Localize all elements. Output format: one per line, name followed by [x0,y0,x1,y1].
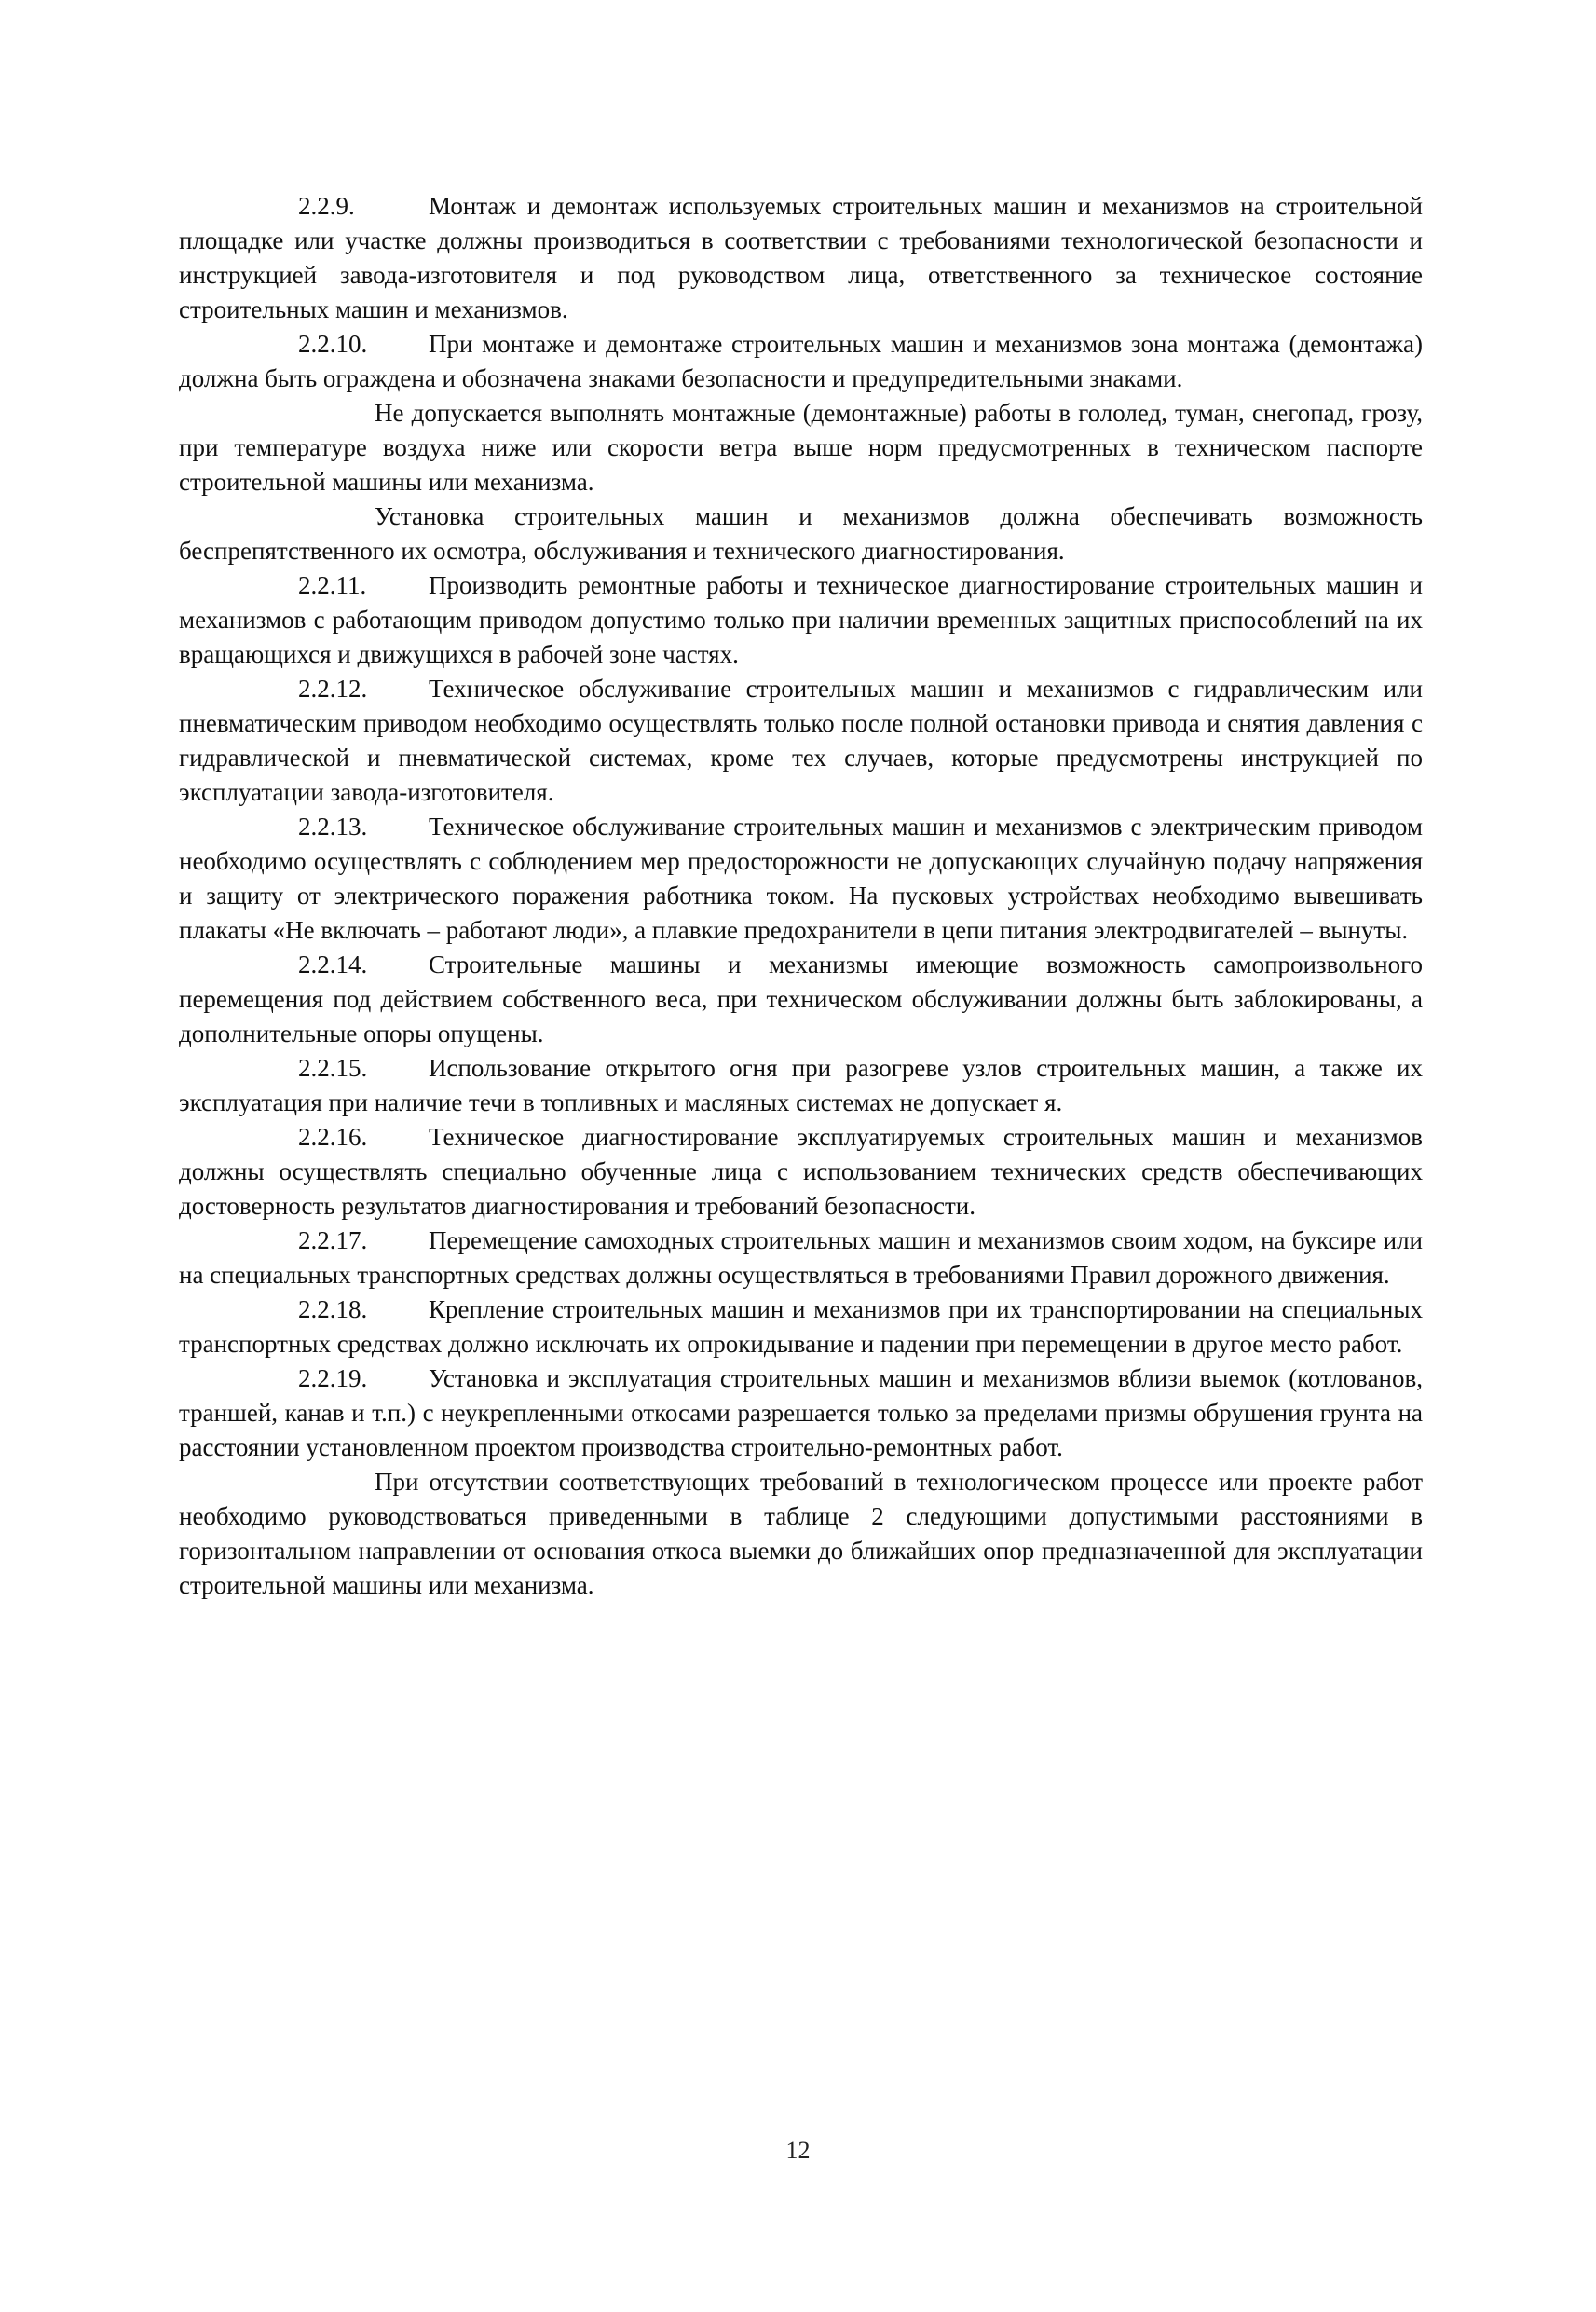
paragraph-text: Производить ремонтные работы и техническое диагностирование строительных машин и механизмов с работающим приводом допустимо только при наличии временных защитных приспособлений на их вращающихся и движущихся в рабочей зоне частях. [179,571,1423,668]
paragraph-text: Перемещение самоходных строительных машин и механизмов своим ходом, на буксире или на специальных транспортных средствах должны осуществляться в требованиями Правил дорожного движения. [179,1226,1423,1289]
paragraph-2-2-10-installation [179,499,1423,568]
paragraph-number: 2.2.13. [298,813,368,841]
paragraph-text: Не допускается выполнять монтажные (демонтажные) работы в гололед, туман, снегопад, грозу, при температуре воздуха ниже или скорости ветра выше норм предусмотренных в техническом паспорте строительной машины или механизма. [179,399,1423,496]
paragraph-text: При отсутствии соответствующих требований в технологическом процессе или проекте работ необходимо руководствоваться приведенными в таблице 2 следующими допустимыми расстояниями в горизонтальном направлении от основания откоса выемки до ближайших опор предназначенной для эксплуатации строительной машины или механизма. [179,1468,1423,1599]
paragraph-text: Техническое обслуживание строительных машин и механизмов с электрическим приводом необходимо осуществлять с соблюдением мер предосторожности не допускающих случайную подачу напряжения и защиту от электрического поражения работника током. На пусковых устройствах необходимо вывешивать плакаты «Не включать – работают люди», а плавкие предохранители в цепи питания электродвигателей – вынуты. [179,813,1423,944]
paragraph-2-2-13 [179,810,1423,948]
paragraph-number: 2.2.14. [298,951,368,978]
paragraph-text: При монтаже и демонтаже строительных машин и механизмов зона монтажа (демонтажа) должна быть ограждена и обозначена знаками безопасности и предупредительными знаками. [179,330,1423,392]
paragraph-text: Использование открытого огня при разогреве узлов строительных машин, а также их эксплуатация при наличие течи в топливных и масляных системах не допускает я. [179,1054,1423,1116]
paragraph-2-2-9 [179,189,1423,327]
paragraph-number: 2.2.11. [298,571,367,599]
paragraph-text: Крепление строительных машин и механизмов при их транспортировании на специальных транспортных средствах должно исключать их опрокидывание и падении при перемещении в другое место работ. [179,1295,1423,1358]
paragraph-text: Установка строительных машин и механизмов должна обеспечивать возможность беспрепятственного их осмотра, обслуживания и технического диагностирования. [179,502,1423,565]
paragraph-2-2-19 [179,1361,1423,1465]
paragraph-text: Установка и эксплуатация строительных машин и механизмов вблизи выемок (котлованов, траншей, канав и т.п.) с неукрепленными откосами разрешается только за пределами призмы обрушения грунта на расстоянии установленном проектом производства строительно-ремонтных работ. [179,1364,1423,1461]
paragraph-2-2-16 [179,1120,1423,1224]
paragraph-2-2-18 [179,1293,1423,1361]
paragraph-number: 2.2.16. [298,1123,368,1151]
paragraph-2-2-10 [179,327,1423,396]
paragraph-text: Техническое обслуживание строительных машин и механизмов с гидравлическим или пневматическим приводом необходимо осуществлять только после полной остановки привода и снятия давления с гидравлической и пневматической системах, кроме тех случаев, которые предусмотрены инструкцией по эксплуатации завода-изготовителя. [179,675,1423,806]
paragraph-2-2-12 [179,672,1423,810]
paragraph-2-2-15 [179,1051,1423,1120]
paragraph-2-2-11 [179,568,1423,672]
paragraph-2-2-19-distances [179,1465,1423,1603]
paragraph-number: 2.2.17. [298,1226,368,1254]
paragraph-number: 2.2.9. [298,192,355,220]
paragraph-2-2-14 [179,948,1423,1051]
paragraph-text: Монтаж и демонтаж используемых строительных машин и механизмов на строительной площадке или участке должны производиться в соответствии с требованиями технологической безопасности и инструкцией завода-изготовителя и под руководством лица, ответственного за техническое состояние строительных машин и механизмов. [179,192,1423,323]
document-body [179,189,1423,1603]
paragraph-2-2-17 [179,1224,1423,1293]
paragraph-number: 2.2.12. [298,675,368,703]
paragraph-text: Строительные машины и механизмы имеющие возможность самопроизвольного перемещения под действием собственного веса, при техническом обслуживании должны быть заблокированы, а дополнительные опоры опущены. [179,951,1423,1047]
paragraph-number: 2.2.18. [298,1295,368,1323]
paragraph-number: 2.2.10. [298,330,368,358]
paragraph-number: 2.2.15. [298,1054,368,1082]
page-number: 12 [785,2137,811,2164]
paragraph-2-2-10-icing [179,396,1423,499]
paragraph-number: 2.2.19. [298,1364,368,1392]
paragraph-text: Техническое диагностирование эксплуатируемых строительных машин и механизмов должны осуществлять специально обученные лица с использованием технических средств обеспечивающих достоверность результатов диагностирования и требований безопасности. [179,1123,1423,1220]
